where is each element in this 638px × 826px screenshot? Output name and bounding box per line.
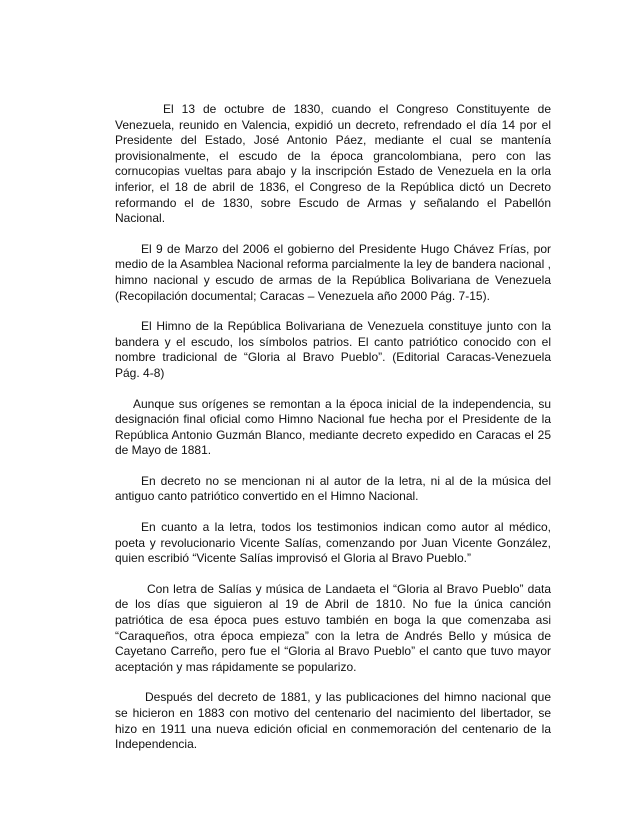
paragraph-1: El 13 de octubre de 1830, cuando el Congreso Constituyente de Venezuela, reunido en Valencia, expidió un decreto, refrendado el día 14 por el Presidente del Estado, José Antonio Páez, mediante el cual se mantenía provisionalmente, el escudo de la época grancolombiana, pero con las cornucopias vueltas para abajo y la inscripción Estado de Venezuela en la orla inferior, el 18 de abril de 1836, el Congreso de la República dictó un Decreto reformando el de 1830, sobre Escudo de Armas y señalando el Pabellón Nacional. <box>115 102 551 226</box>
document-body <box>115 102 551 768</box>
paragraph-3: El Himno de la República Bolivariana de Venezuela constituye junto con la bandera y el escudo, los símbolos patrios. El canto patriótico conocido con el nombre tradicional de “Gloria al Bravo Pueblo”. (Editorial Caracas-Venezuela Pág. 4-8) <box>115 319 551 380</box>
paragraph-4: Aunque sus orígenes se remontan a la época inicial de la independencia, su designación final oficial como Himno Nacional fue hecha por el Presidente de la República Antonio Guzmán Blanco, mediante decreto expedido en Caracas el 25 de Mayo de 1881. <box>115 396 551 458</box>
paragraph-8: Después del decreto de 1881, y las publicaciones del himno nacional que se hicieron en 1883 con motivo del centenario del nacimiento del libertador, se hizo en 1911 una nueva edición oficial en conmemoración del centenario de la Independencia. <box>115 690 551 752</box>
paragraph-2: El 9 de Marzo del 2006 el gobierno del Presidente Hugo Chávez Frías, por medio de la Asamblea Nacional reforma parcialmente la ley de bandera nacional , himno nacional y escudo de armas de la República Bolivariana de Venezuela (Recopilación documental; Caracas – Venezuela año 2000 Pág. 7-15). <box>115 241 551 303</box>
paragraph-6: En cuanto a la letra, todos los testimonios indican como autor al médico, poeta y revolucionario Vicente Salías, comenzando por Juan Vicente González, quien escribió “Vicente Salías improvisó el Gloria al Bravo Pueblo.” <box>115 520 551 566</box>
paragraph-7: Con letra de Salías y música de Landaeta el “Gloria al Bravo Pueblo” data de los días que siguieron al 19 de Abril de 1810. No fue la única canción patriótica de esa época pues estuvo también en boga la que comenzaba asi “Caraqueños, otra época empieza” con la letra de Andrés Bello y música de Cayetano Carreño, pero fue el “Gloria al Bravo Pueblo” el canto que tuvo mayor aceptación y mas rápidamente se popularizo. <box>115 581 551 674</box>
paragraph-5: En decreto no se mencionan ni al autor de la letra, ni al de la música del antiguo canto patriótico convertido en el Himno Nacional. <box>115 473 551 504</box>
